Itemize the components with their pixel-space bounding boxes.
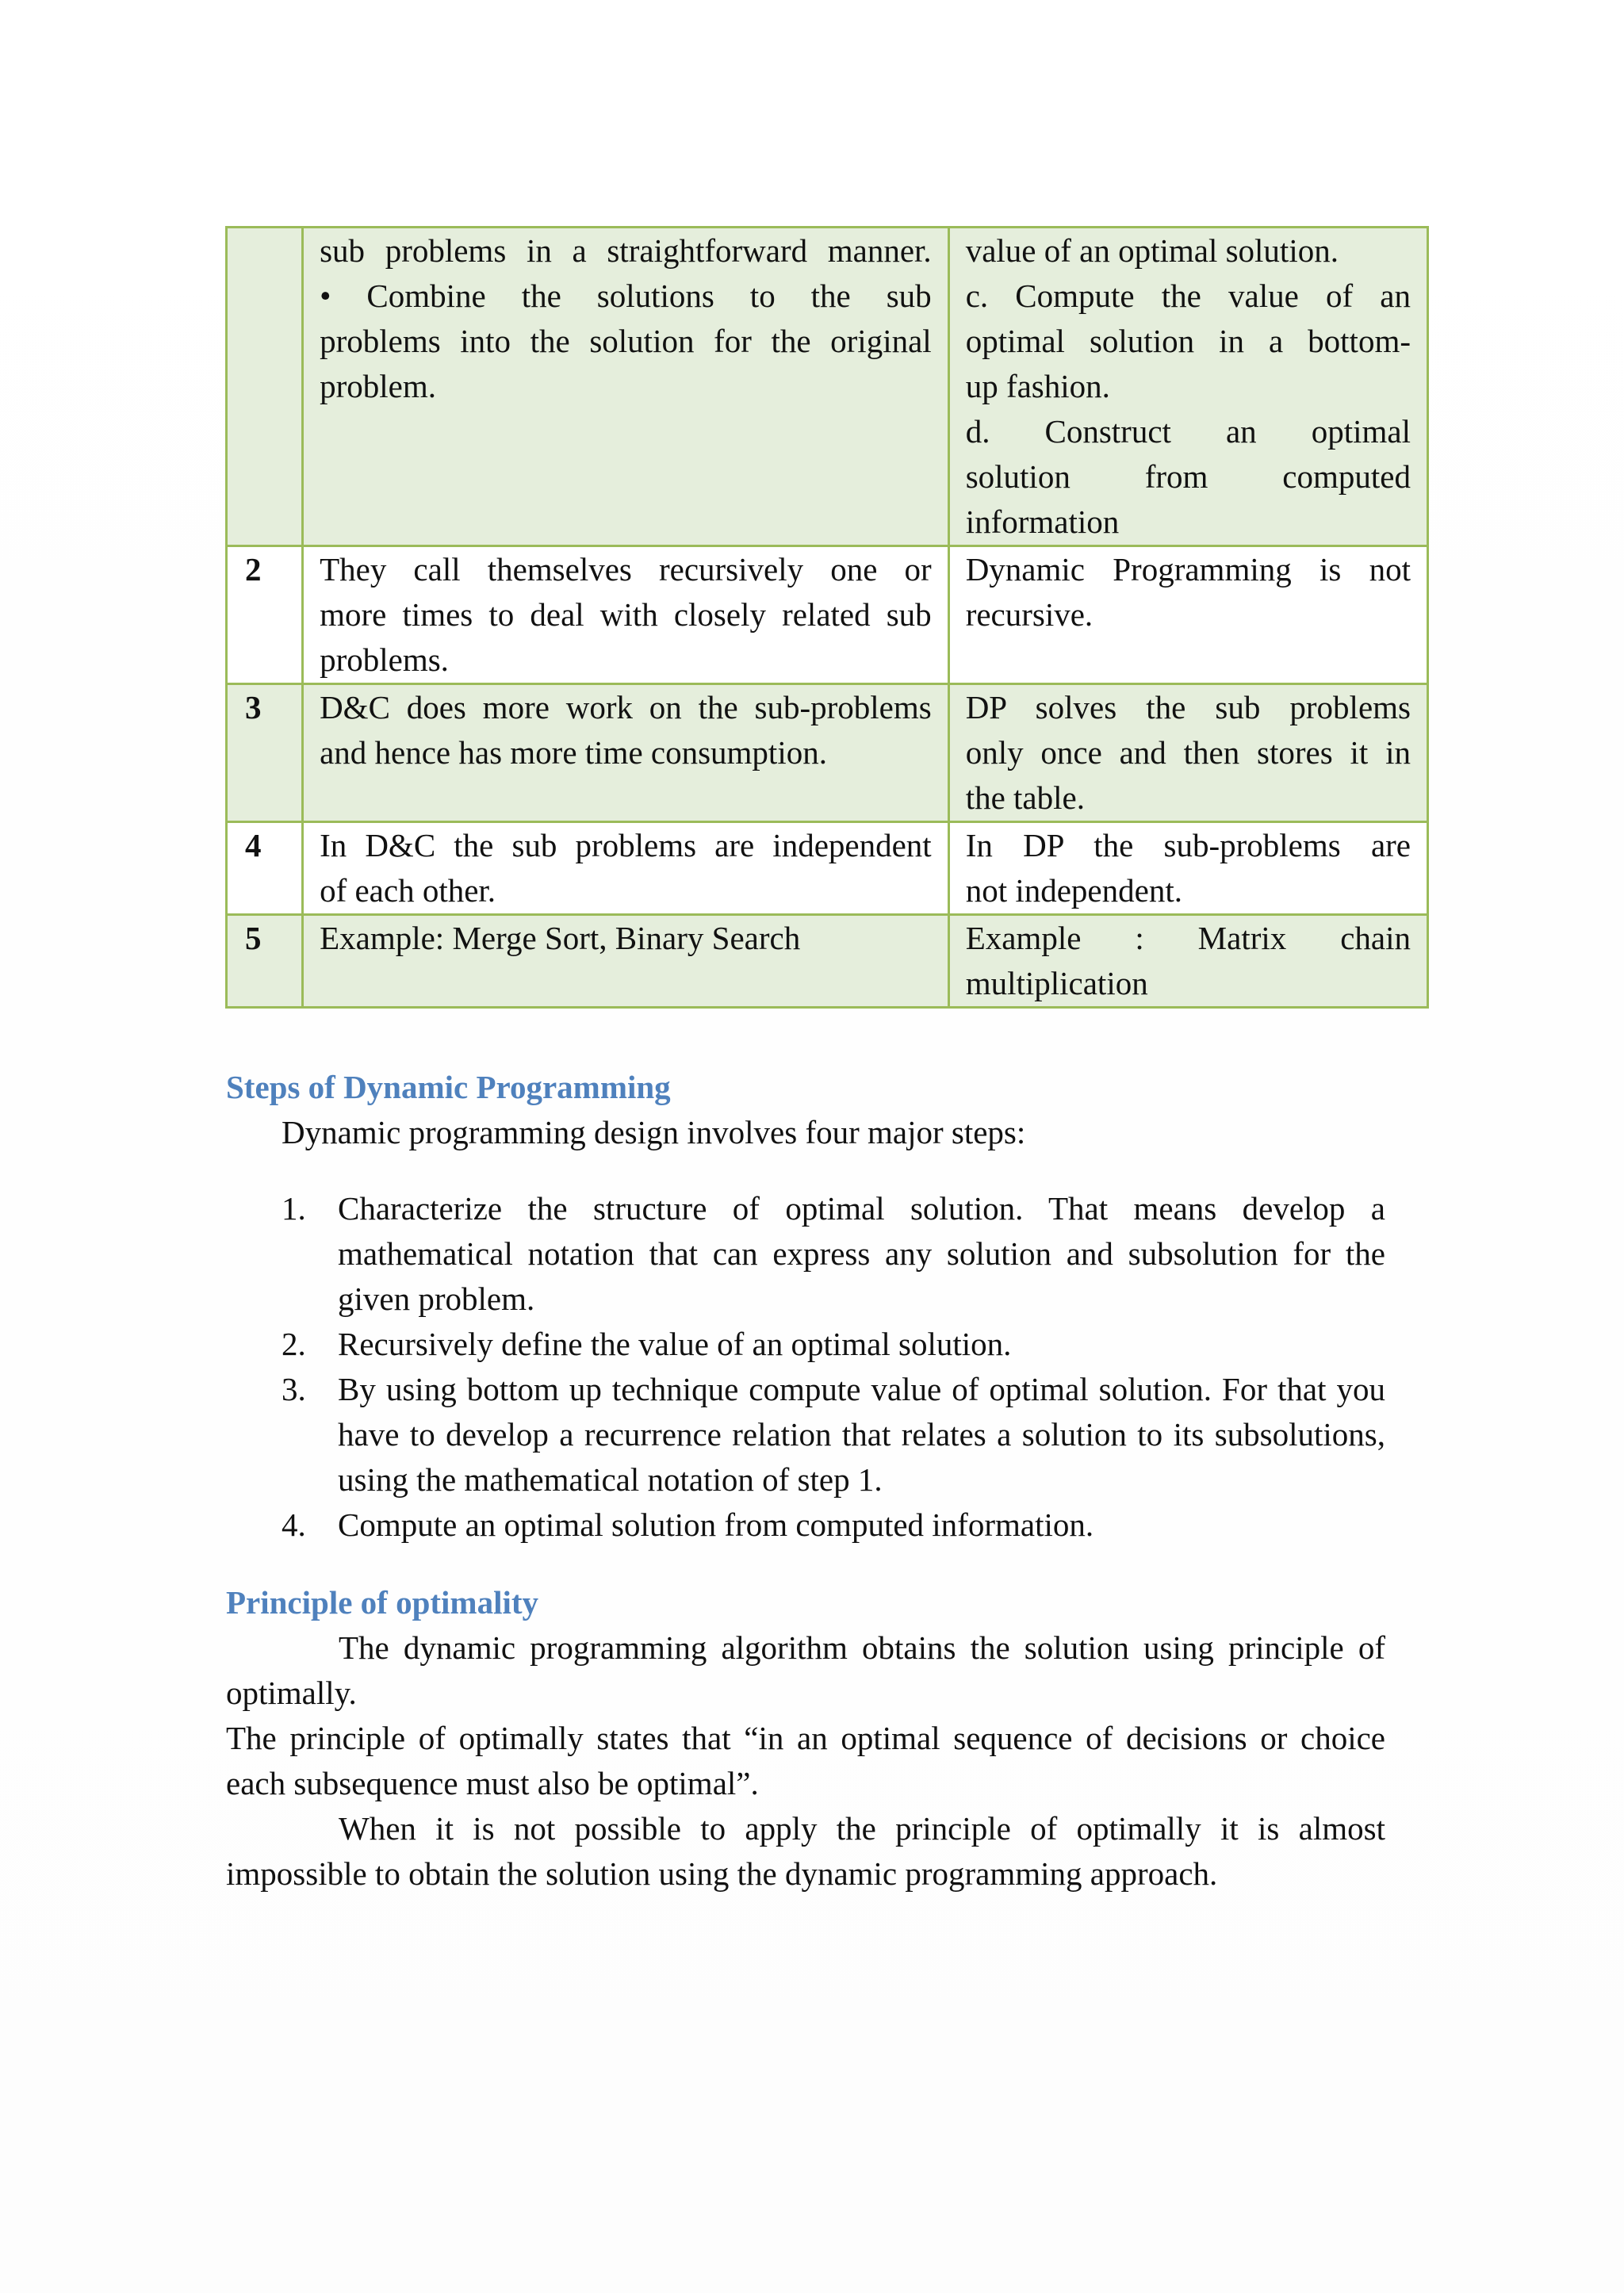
cell-line: only once and then stores it in	[965, 734, 1411, 771]
list-item	[282, 1503, 1385, 1548]
cell-line: information	[965, 503, 1120, 540]
dc-cell	[303, 915, 949, 1008]
cell-line: not independent.	[965, 872, 1182, 909]
list-item	[282, 1367, 1385, 1503]
cell-line: the table.	[965, 779, 1085, 816]
list-item-text: By using bottom up technique compute value of optimal solution. For that you have to develop a recurrence relation that relates a solution to its subsolutions, using the mathematical notation of step 1.	[338, 1371, 1385, 1498]
cell-line: value of an optimal solution.	[965, 232, 1339, 269]
dc-cell	[303, 684, 949, 822]
cell-line: Example: Merge Sort, Binary Search	[320, 920, 801, 956]
cell-line: c. Compute the value of an	[965, 278, 1411, 314]
cell-line: d. Construct an optimal	[965, 413, 1411, 450]
dc-cell	[303, 546, 949, 684]
list-number: 3.	[282, 1371, 306, 1407]
table-row	[227, 546, 1428, 684]
cell-line: In D&C the sub problems are independent	[320, 827, 932, 863]
cell-line: problems.	[320, 641, 449, 678]
cell-line: optimal solution in a bottom-	[965, 323, 1411, 359]
list-number: 4.	[282, 1506, 306, 1543]
cell-line: more times to deal with closely related sub	[320, 596, 932, 633]
cell-line: up fashion.	[965, 368, 1110, 404]
row-number: 2	[227, 546, 303, 684]
dp-cell	[948, 822, 1427, 915]
cell-line: In DP the sub-problems are	[965, 827, 1411, 863]
principle-paragraph: The dynamic programming algorithm obtains the solution using principle of optimally.	[226, 1629, 1385, 1711]
principle-paragraph: The principle of optimally states that “in an optimal sequence of decisions or choice each subsequence must also be optimal”.	[226, 1720, 1385, 1801]
row-number: 4	[227, 822, 303, 915]
cell-line: problems into the solution for the original	[320, 323, 932, 359]
table-row	[227, 915, 1428, 1008]
table-row	[227, 228, 1428, 546]
cell-line: solution from computed	[965, 458, 1411, 495]
cell-line: problem.	[320, 368, 436, 404]
cell-line: • Combine the solutions to the sub	[320, 278, 932, 314]
row-number	[227, 228, 303, 546]
section-heading-principle: Principle of optimality	[226, 1584, 539, 1621]
table-row	[227, 684, 1428, 822]
principle-paragraph: When it is not possible to apply the principle of optimally it is almost impossible to obtain the solution using the dynamic programming approach.	[226, 1810, 1385, 1892]
list-number: 2.	[282, 1326, 306, 1362]
dp-cell	[948, 228, 1427, 546]
dc-cell	[303, 822, 949, 915]
section-heading-steps: Steps of Dynamic Programming	[226, 1069, 671, 1105]
dc-cell	[303, 228, 949, 546]
cell-line: D&C does more work on the sub-problems	[320, 689, 932, 725]
list-number: 1.	[282, 1190, 306, 1227]
list-item-text: Recursively define the value of an optimal solution.	[338, 1326, 1012, 1362]
cell-line: of each other.	[320, 872, 496, 909]
dp-cell	[948, 546, 1427, 684]
row-number: 5	[227, 915, 303, 1008]
cell-line: and hence has more time consumption.	[320, 734, 827, 771]
cell-line: DP solves the sub problems	[965, 689, 1411, 725]
list-item-text: Characterize the structure of optimal solution. That means develop a mathematical notation that can express any solution and subsolution for the given problem.	[338, 1190, 1385, 1317]
steps-intro: Dynamic programming design involves four major steps:	[282, 1114, 1026, 1150]
cell-line: They call themselves recursively one or	[320, 551, 932, 588]
list-item	[282, 1322, 1385, 1367]
list-item	[282, 1186, 1385, 1322]
dp-cell	[948, 684, 1427, 822]
cell-line: multiplication	[965, 965, 1148, 1001]
cell-line: sub problems in a straightforward manner.	[320, 232, 932, 269]
comparison-table	[225, 226, 1429, 1009]
table-row	[227, 822, 1428, 915]
cell-line: recursive.	[965, 596, 1094, 633]
cell-line: Example : Matrix chain	[965, 920, 1411, 956]
steps-list	[282, 1186, 1385, 1548]
cell-line: Dynamic Programming is not	[965, 551, 1411, 588]
dp-cell	[948, 915, 1427, 1008]
row-number: 3	[227, 684, 303, 822]
list-item-text: Compute an optimal solution from computed information.	[338, 1506, 1094, 1543]
